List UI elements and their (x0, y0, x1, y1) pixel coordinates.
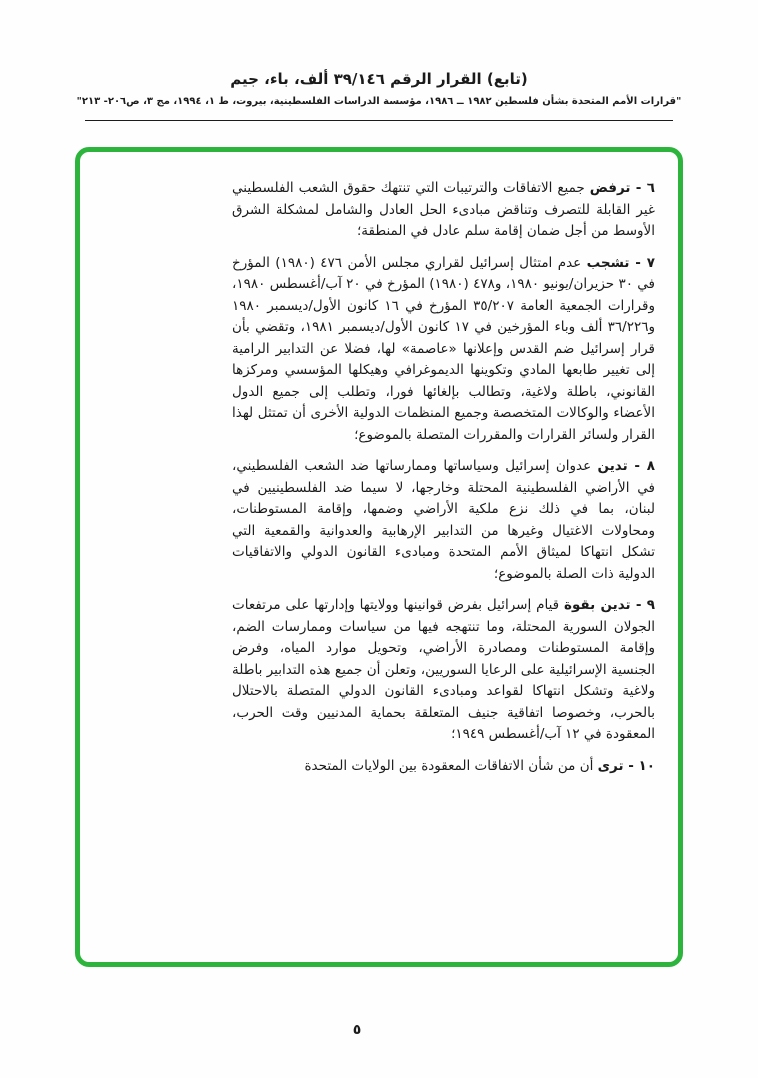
paragraph-6 (232, 178, 655, 243)
paragraph-8-lead: ٨ - تدين (597, 458, 655, 474)
header-divider (85, 120, 673, 121)
page-number: ٥ (352, 1022, 362, 1038)
paragraph-8 (232, 456, 655, 585)
paragraph-7-body: عدم امتثال إسرائيل لقراري مجلس الأمن ٤٧٦ (١٩٨٠) المؤرخ في ٣٠ حزيران/يونيو ١٩٨٠، و٤٧٨ (١٩٨٠) المؤرخ في ٢٠ آب/أغسطس ١٩٨٠، وقرارات الجمعية العامة ٣٥/٢٠٧ المؤرخ في ١٦ كانون الأول/ديسمبر ١٩٨٠ و٣٦/٢٢٦ ألف وباء المؤرخين في ١٧ كانون الأول/ديسمبر ١٩٨١، وتقضي بأن قرار إسرائيل ضم القدس وإعلانها «عاصمة» لها، فضلا عن التدابير الرامية إلى تغيير طابعها المادي وتكوينها الديموغرافي وهيكلها المؤسسي ومركزها القانوني، باطلة ولاغية، وتطالب بإلغائها فورا، وتطلب إلى جميع الدول الأعضاء والوكالات المتخصصة وجميع المنظمات الدولية الأخرى أن تمتثل لهذا القرار ولسائر القرارات والمقررات المتصلة بالموضوع؛ (232, 254, 656, 443)
paragraph-6-lead: ٦ - ترفض (589, 180, 656, 196)
source-citation: "قرارات الأمم المتحدة بشأن فلسطين ١٩٨٢ ــ ١٩٨٦، مؤسسة الدراسات الفلسطينية، بيروت، ط ١، ١٩٩٤، مج ٣، ص٢٠٦- ٢١٣" (76, 96, 682, 107)
paragraph-9 (232, 595, 655, 746)
paragraph-7-lead: ٧ - تشجب (586, 254, 655, 271)
paragraph-7 (232, 253, 655, 447)
green-frame (75, 147, 683, 967)
paragraph-10-lead: ١٠ - ترى (597, 757, 655, 774)
paragraph-9-lead: ٩ - تدين بقوة (564, 597, 655, 613)
document-header (0, 70, 758, 107)
paragraph-6-body: جميع الاتفاقات والترتيبات التي تنتهك حقوق الشعب الفلسطيني غير القابلة للتصرف وتناقض مبادىء الحل العادل والشامل لمشكلة الشرق الأوسط من أجل ضمان إقامة سلم عادل في المنطقة؛ (232, 180, 655, 239)
paragraph-10 (232, 756, 655, 778)
resolution-text (232, 178, 655, 787)
document-title: (تابع) القرار الرقم ٣٩/١٤٦ ألف، باء، جيم (230, 70, 528, 88)
paragraph-9-body: قيام إسرائيل بفرض قوانينها وولايتها وإدارتها على مرتفعات الجولان السورية المحتلة، وما تنتهجه فيها من سياسات وممارسات الضم، وإقامة المستوطنات ومصادرة الأراضي، وتحويل موارد المياه، وفرض الجنسية الإسرائيلية على الرعايا السوريين، وتعلن أن جميع هذه التدابير باطلة ولاغية وتشكل انتهاكا لقواعد ومبادىء القانون الدولي المتصلة بالاحتلال بالحرب، وخصوصا اتفاقية جنيف المتعلقة بحماية المدنيين وقت الحرب، المعقودة في ١٢ آب/أغسطس ١٩٤٩؛ (232, 597, 655, 742)
paragraph-10-body: أن من شأن الاتفاقات المعقودة بين الولايات المتحدة (304, 757, 594, 774)
paragraph-8-body: عدوان إسرائيل وسياساتها وممارساتها ضد الشعب الفلسطيني، في الأراضي الفلسطينية المحتلة وخارجها، لا سيما ضد الفلسطينيين في لبنان، بما في ذلك نزع ملكية الأراضي وضمها، وإقامة المستوطنات، ومحاولات الاغتيال وغيرها من التدابير الإرهابية والعدوانية والقمعية التي تشكل انتهاكا لميثاق الأمم المتحدة ومبادىء القانون الدولي والاتفاقيات الدولية ذات الصلة بالموضوع؛ (232, 458, 655, 582)
